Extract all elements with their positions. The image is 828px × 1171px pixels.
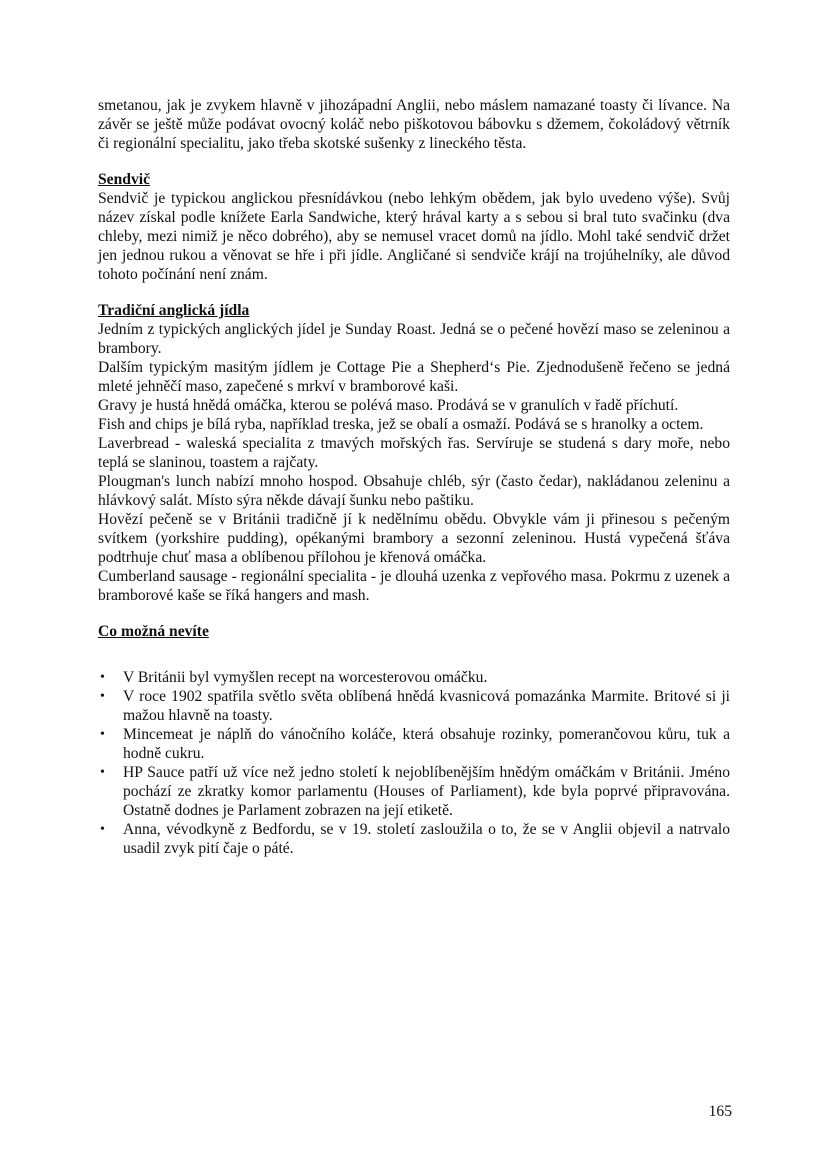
paragraph-laverbread: Laverbread - waleská specialita z tmavých mořských řas. Servíruje se studená s dary moře, nebo teplá se slaninou, toastem a rajčaty.	[98, 435, 730, 471]
bullet-icon: •	[100, 689, 105, 704]
bullet-icon: •	[100, 765, 105, 780]
paragraph-cumberland-sausage: Cumberland sausage - regionální specialita - je dlouhá uzenka z vepřového masa. Pokrmu z uzenek a bramborové kaše se říká hangers and mash.	[98, 568, 730, 604]
list-item	[98, 687, 730, 725]
list-item	[98, 763, 730, 820]
list-item-text: Anna, vévodkyně z Bedfordu, se v 19. století zasloužila o to, že se v Anglii objevil a natrvalo usadil zvyk pití čaje o páté.	[123, 821, 730, 857]
did-you-know-heading: Co možná nevíte	[98, 623, 209, 640]
paragraph-roast-beef: Hovězí pečeně se v Británii tradičně jí k nedělnímu obědu. Obvykle vám ji přinesou s pečeným svítkem (yorkshire pudding), opékanými brambory a sezonní zeleninou. Hustá vypečená šťáva podtrhuje chuť masa a oblíbenou přílohou je křenová omáčka.	[98, 511, 730, 566]
traditional-dishes-heading: Tradiční anglická jídla	[98, 302, 250, 319]
paragraph-fish-and-chips: Fish and chips je bílá ryba, například treska, jež se obalí a osmaží. Podává se s hranolky a octem.	[98, 416, 704, 433]
paragraph-ploughmans-lunch: Plougman's lunch nabízí mnoho hospod. Obsahuje chléb, sýr (často čedar), nakládanou zeleninu a hlávkový salát. Místo sýra někde dávají šunku nebo paštiku.	[98, 473, 730, 509]
sandwich-paragraph: Sendvič je typickou anglickou přesnídávkou (nebo lehkým obědem, jak bylo uvedeno výše). Svůj název získal podle knížete Earla Sandwiche, který hrával karty a s sebou si bral tuto svačinku (dva chleby, mezi nimiž je něco dobrého), aby se nemusel vracet domů na jídlo. Mohl také sendvič držet jen jednou rukou a věnovat se hře i při jídle. Angličané si sendviče krájí na trojúhelníky, ale důvod tohoto počínání není znám.	[98, 190, 730, 283]
paragraph-sunday-roast: Jedním z typických anglických jídel je Sunday Roast. Jedná se o pečené hovězí maso se zeleninou a brambory.	[98, 321, 730, 357]
list-item	[98, 725, 730, 763]
bullet-icon: •	[100, 727, 105, 742]
paragraph-gravy: Gravy je hustá hnědá omáčka, kterou se polévá maso. Prodává se v granulích v řadě příchutí.	[98, 397, 679, 414]
did-you-know-section	[98, 622, 730, 858]
intro-paragraph: smetanou, jak je zvykem hlavně v jihozápadní Anglii, nebo máslem namazané toasty či lívance. Na závěr se ještě může podávat ovocný koláč nebo piškotovou bábovku s džemem, čokoládový větrník či regionální specialitu, jako třeba skotské sušenky z lineckého těsta.	[98, 97, 730, 152]
list-item	[98, 820, 730, 858]
list-item-text: HP Sauce patří už více než jedno století k nejoblíbenějším hnědým omáčkám v Británii. Jméno pochází ze zkratky komor parlamentu (Houses of Parliament), kde byla poprvé připravována. Ostatně dodnes je Parlament zobrazen na její etiketě.	[123, 764, 730, 819]
page-number: 165	[708, 1103, 732, 1120]
sandwich-heading: Sendvič	[98, 171, 150, 188]
page-body	[98, 96, 730, 858]
bullet-icon: •	[100, 670, 105, 685]
list-item-text: V roce 1902 spatřila světlo světa oblíbená hnědá kvasnicová pomazánka Marmite. Britové si ji mažou hlavně na toasty.	[123, 688, 730, 724]
list-item-text: V Británii byl vymyšlen recept na worcesterovou omáčku.	[123, 669, 488, 686]
sandwich-section	[98, 170, 730, 284]
bullet-icon: •	[100, 822, 105, 837]
did-you-know-list	[98, 668, 730, 858]
list-item	[98, 668, 730, 687]
paragraph-cottage-pie: Dalším typickým masitým jídlem je Cottage Pie a Shepherd‘s Pie. Zjednodušeně řečeno se jedná mleté jehněčí maso, zapečené s mrkví v bramborové kaši.	[98, 359, 730, 395]
traditional-dishes-section	[98, 301, 730, 605]
list-item-text: Mincemeat je náplň do vánočního koláče, která obsahuje rozinky, pomerančovou kůru, tuk a hodně cukru.	[123, 726, 730, 762]
